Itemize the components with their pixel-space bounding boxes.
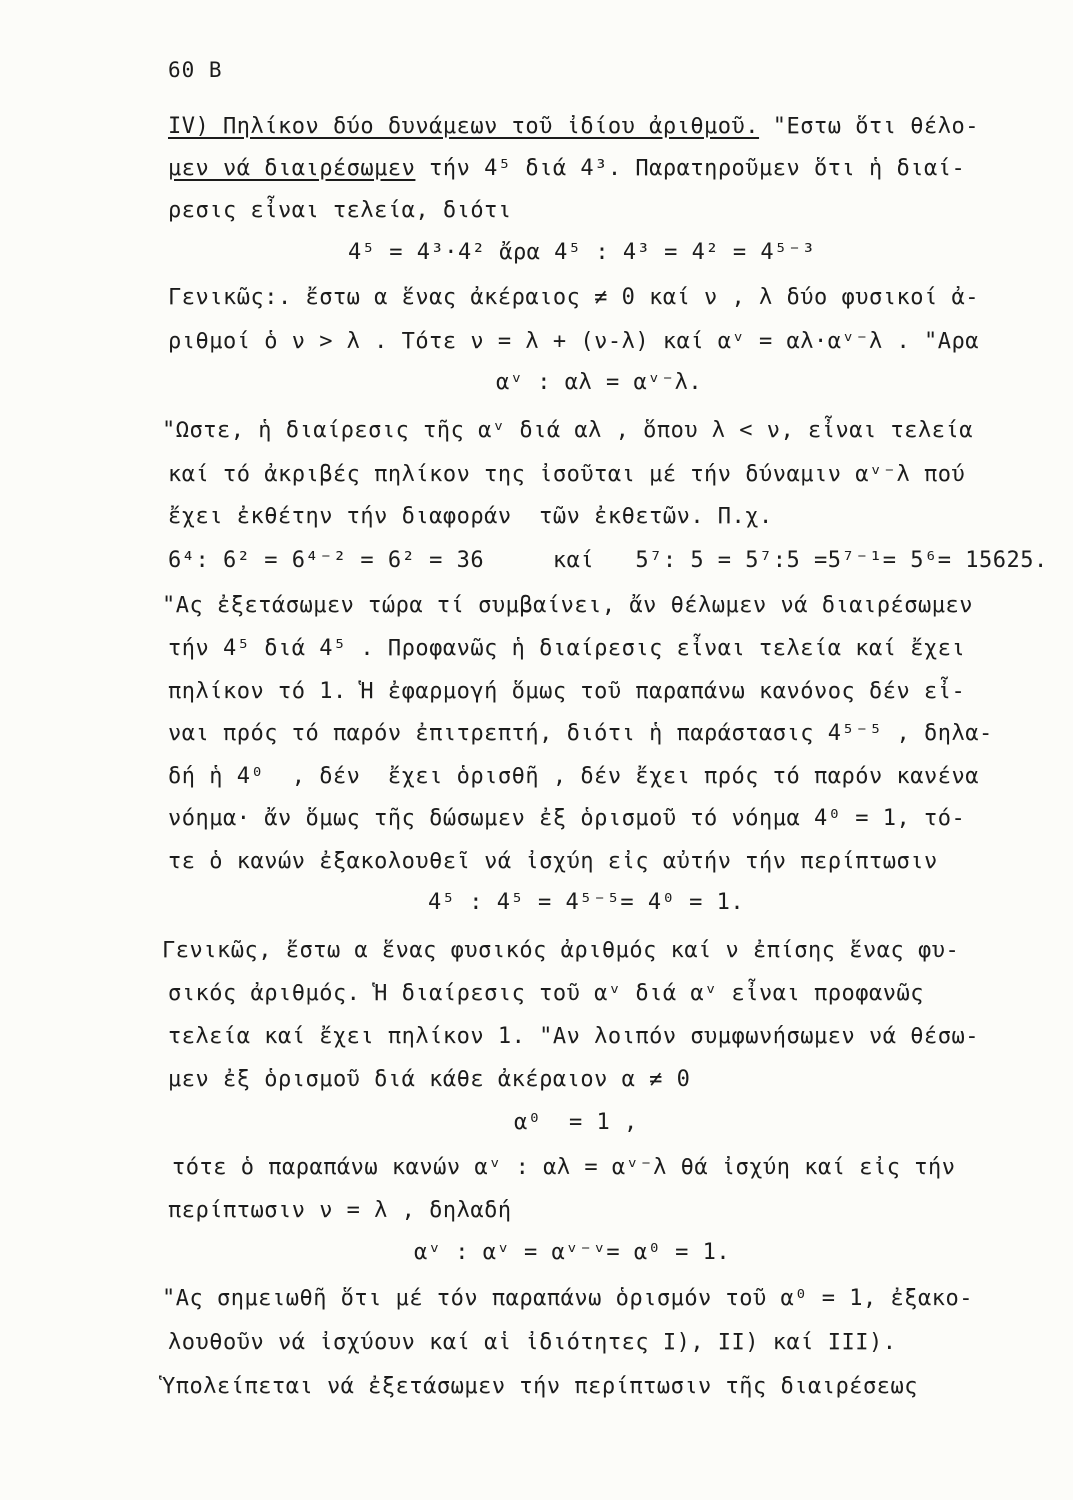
text-line-14: πηλίκον τό 1. Ἡ ἐφαρμογή ὅμως τοῦ παραπάνω κανόνος δέν εἶ- [168, 679, 966, 704]
text-line-28: "Ας σημειωθῆ ὅτι μέ τόν παραπάνω ὁρισμόν τοῦ α⁰ = 1, ἐξακο- [162, 1286, 973, 1311]
text-line-12: "Ας ἐξετάσωμεν τώρα τί συμβαίνει, ἄν θέλωμεν νά διαιρέσωμεν [162, 593, 973, 618]
text-line-18: τε ὁ κανών ἐξακολουθεῖ νά ἰσχύη εἰς αὐτήν τήν περίπτωσιν [168, 849, 938, 874]
text-line-9: καί τό ἀκριβές πηλίκον της ἰσοῦται μέ τήν δύναμιν αᵛ⁻λ πού [168, 462, 966, 487]
formula-line-27: αᵛ : αᵛ = αᵛ⁻ᵛ= α⁰ = 1. [414, 1240, 731, 1265]
text-line-21: σικός ἀριθμός. Ἡ διαίρεσις τοῦ αᵛ διά αᵛ εἶναι προφανῶς [168, 981, 924, 1006]
formula-line-19: 4⁵ : 4⁵ = 4⁵⁻⁵= 4⁰ = 1. [428, 890, 745, 915]
text-line-13: τήν 4⁵ διά 4⁵ . Προφανῶς ἡ διαίρεσις εἶναι τελεία καί ἔχει [168, 636, 966, 661]
text-line-30: Ὑπολείπεται νά ἐξετάσωμεν τήν περίπτωσιν τῆς διαιρέσεως [162, 1374, 918, 1399]
text-line-1 [168, 112, 979, 142]
text-line-3: ρεσις εἶναι τελεία, διότι [168, 198, 512, 223]
text-line-16: δή ἡ 4⁰ , δέν ἔχει ὁρισθῆ , δέν ἔχει πρός τό παρόν κανένα [168, 764, 979, 789]
text-line-10: ἔχει ἐκθέτην τήν διαφοράν τῶν ἐκθετῶν. Π.χ. [168, 504, 773, 529]
formula-line-4: 4⁵ = 4³·4² ἄρα 4⁵ : 4³ = 4² = 4⁵⁻³ [348, 240, 816, 265]
text-line-20: Γενικῶς, ἔστω α ἕνας φυσικός ἀριθμός καί ν ἐπίσης ἕνας φυ- [162, 938, 960, 963]
text-line-17: νόημα· ἄν ὅμως τῆς δώσωμεν ἐξ ὁρισμοῦ τό νόημα 4⁰ = 1, τό- [168, 806, 966, 831]
formula-line-7: αᵛ : αλ = αᵛ⁻λ. [496, 370, 703, 395]
line-1-post: "Εστω ὅτι θέλο- [759, 114, 979, 139]
text-line-25: τότε ὁ παραπάνω κανών αᵛ : αλ = αᵛ⁻λ θά ἰσχύη καί εἰς τήν [172, 1155, 956, 1180]
text-line-22: τελεία καί ἔχει πηλίκον 1. "Αν λοιπόν συμφωνήσωμεν νά θέσω- [168, 1024, 979, 1049]
text-line-26: περίπτωσιν ν = λ , δηλαδή [168, 1198, 512, 1223]
text-line-23: μεν ἐξ ὁρισμοῦ διά κάθε ἀκέραιον α ≠ 0 [168, 1067, 691, 1092]
text-line-2 [168, 154, 965, 184]
section-heading: IV) Πηλίκον δύο δυνάμεων τοῦ ἰδίου ἀριθμοῦ. [168, 114, 760, 139]
text-line-6: ριθμοί ὁ ν > λ . Τότε ν = λ + (ν-λ) καί αᵛ = αλ·αᵛ⁻λ . "Αρα [168, 329, 979, 354]
text-line-15: ναι πρός τό παρόν ἐπιτρεπτή, διότι ἡ παράστασις 4⁵⁻⁵ , δηλα- [168, 721, 993, 746]
line-2-underlined: μεν νά διαιρέσωμεν [168, 156, 416, 181]
text-line-8: "Ωστε, ἡ διαίρεσις τῆς αᵛ διά αλ , ὅπου λ < ν, εἶναι τελεία [162, 418, 973, 443]
line-2-post: τήν 4⁵ διά 4³. Παρατηροῦμεν ὅτι ἡ διαί- [415, 156, 966, 181]
formula-line-24: α⁰ = 1 , [514, 1110, 638, 1135]
text-line-5: Γενικῶς:. ἔστω α ἕνας ἀκέραιος ≠ 0 καί ν , λ δύο φυσικοί ἀ- [168, 285, 979, 310]
text-line-29: λουθοῦν νά ἰσχύουν καί αἱ ἰδιότητες Ι), ΙΙ) καί ΙΙΙ). [168, 1330, 897, 1355]
formula-line-11: 6⁴: 6² = 6⁴⁻² = 6² = 36 καί 5⁷: 5 = 5⁷:5 =5⁷⁻¹= 5⁶= 15625. [168, 548, 1048, 573]
page-header: 60 B [168, 58, 223, 82]
